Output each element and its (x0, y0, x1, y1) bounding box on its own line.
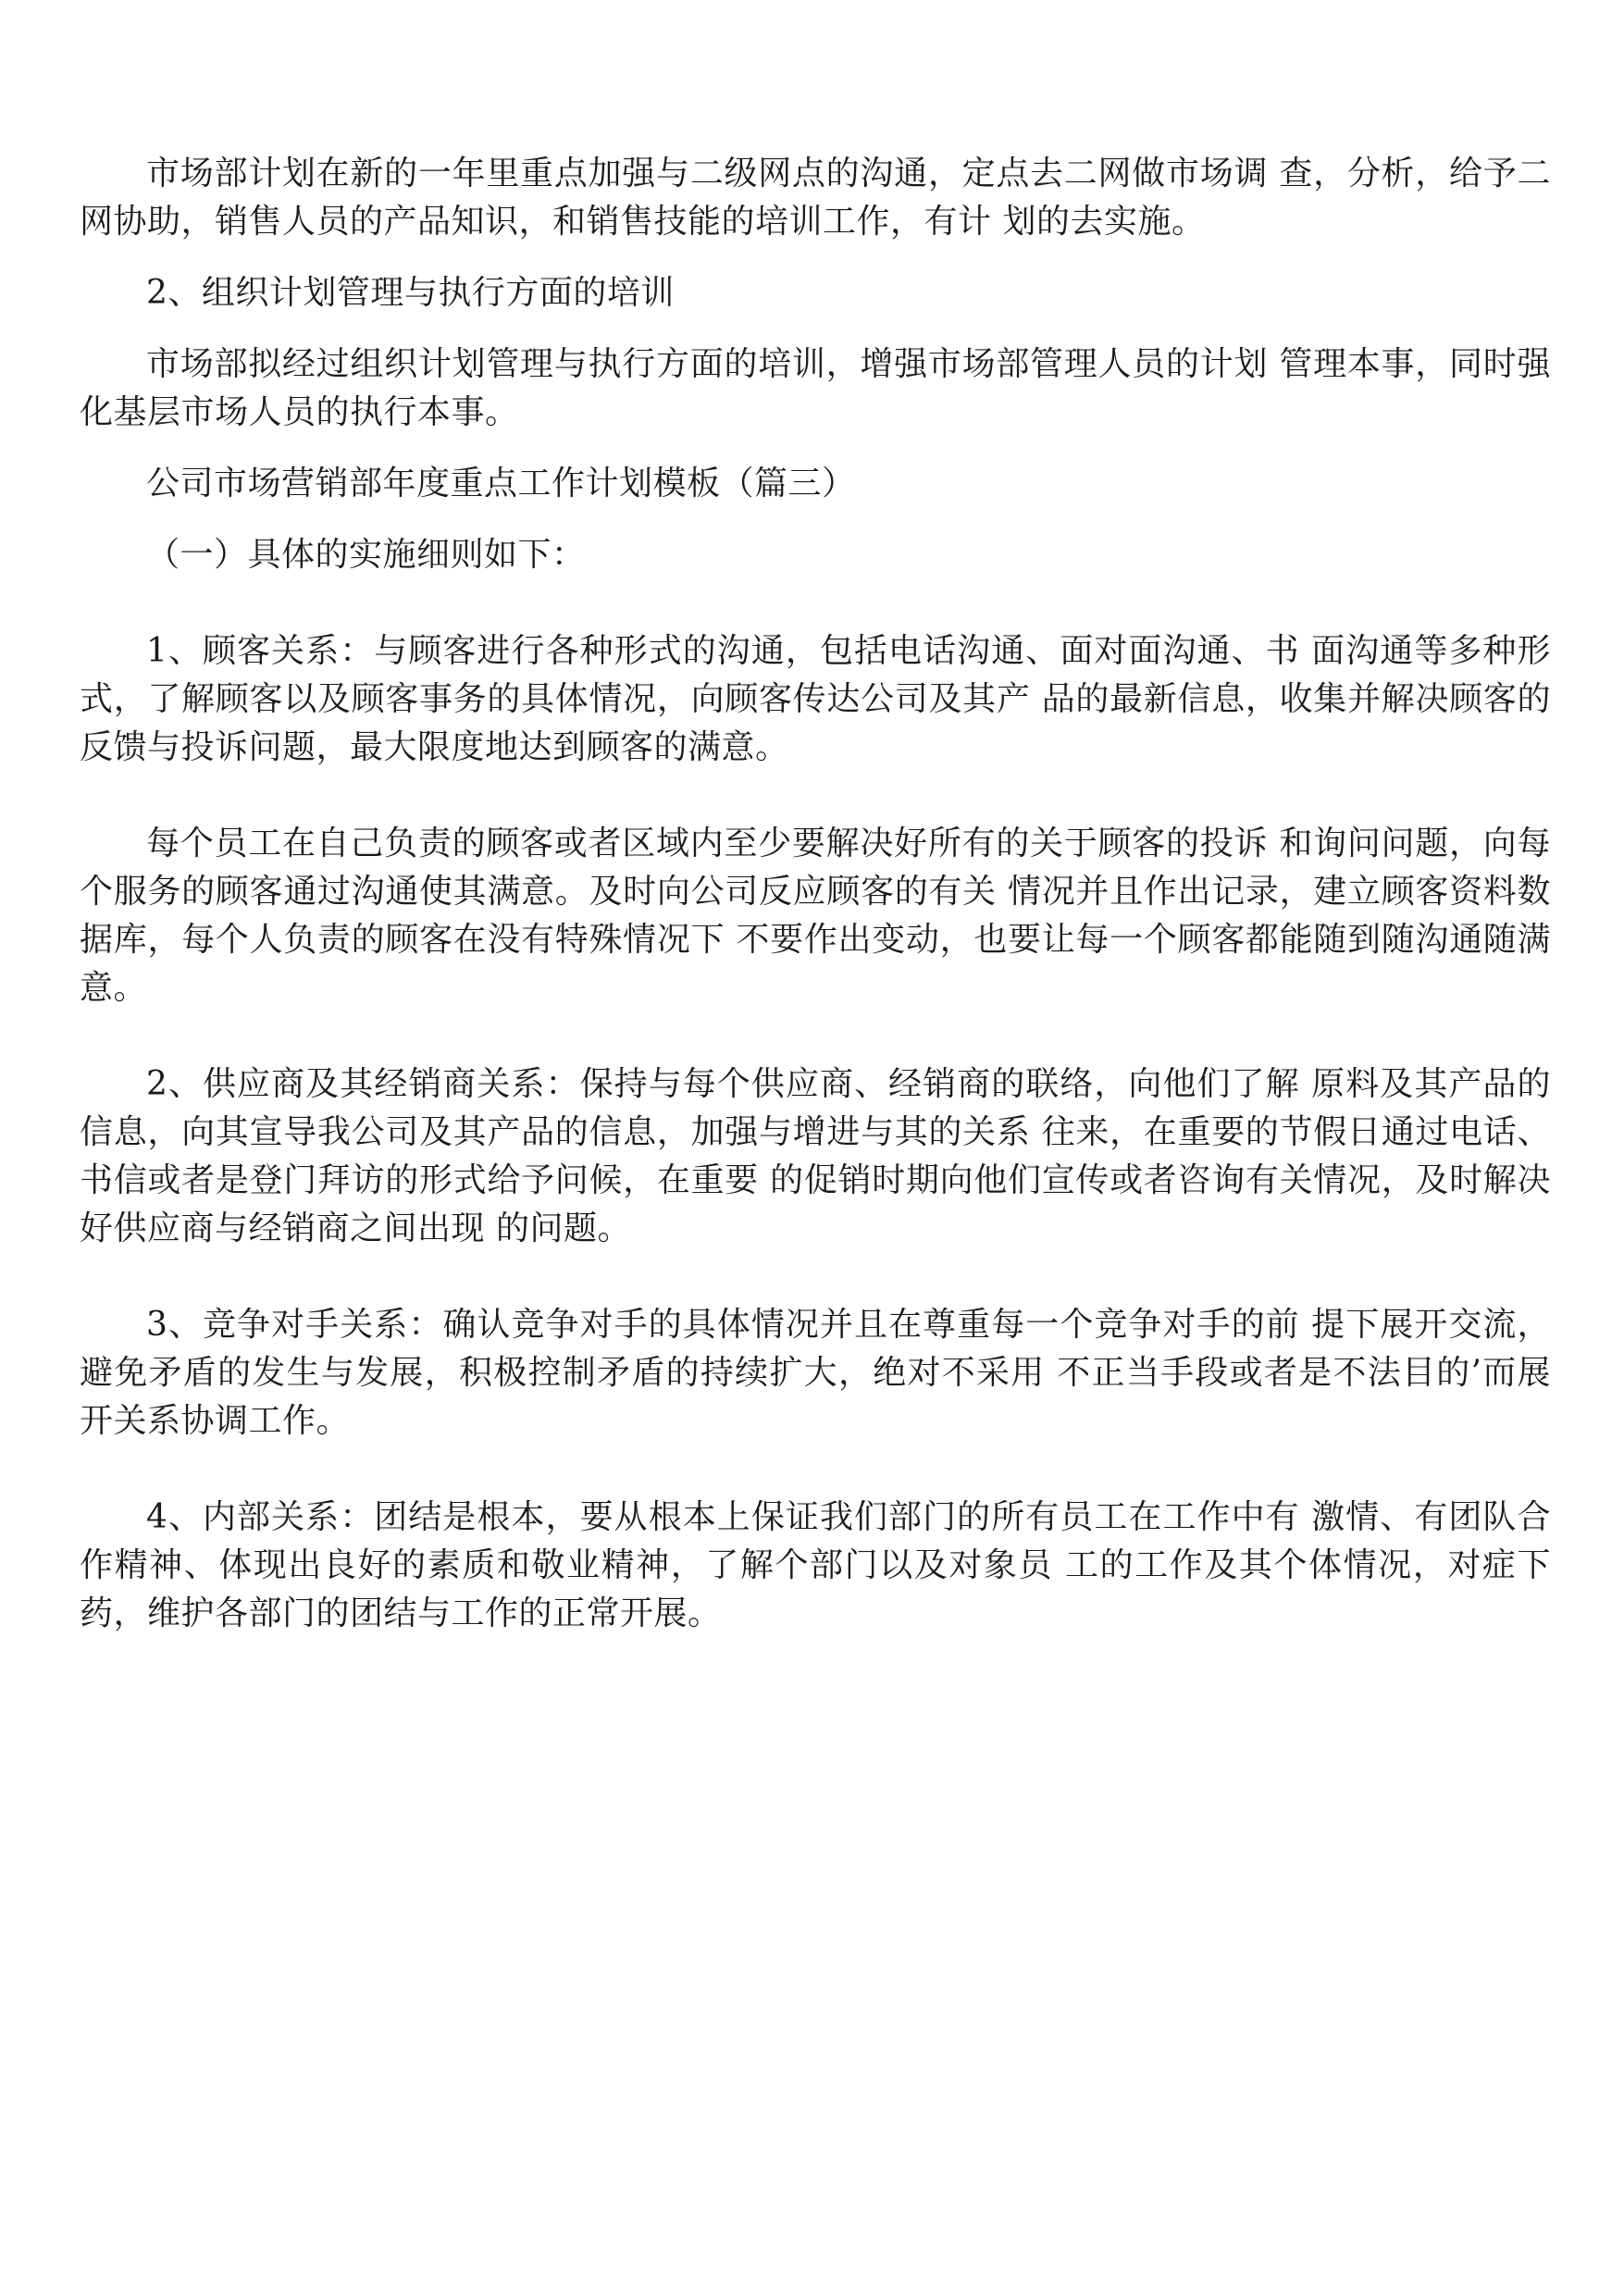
paragraph-market-plan: 市场部计划在新的一年里重点加强与二级网点的沟通，定点去二网做市场调 查，分析，给予二网协助，销售人员的产品知识，和销售技能的培训工作，有计 划的去实施。 (80, 155, 1551, 241)
subsection-heading: （一）具体的实施细则如下： (146, 536, 586, 574)
document-body (80, 150, 1551, 1638)
paragraph-customer-relations: 1、顾客关系：与顾客进行各种形式的沟通，包括电话沟通、面对面沟通、书 面沟通等多种形式，了解顾客以及顾客事务的具体情况，向顾客传达公司及其产 品的最新信息，收集并解决顾客的反馈与投诉问题，最大限度地达到顾客的满意。 (80, 632, 1551, 766)
paragraph-employee-duties: 每个员工在自己负责的顾客或者区域内至少要解决好所有的关于顾客的投诉 和询问问题，向每个服务的顾客通过沟通使其满意。及时向公司反应顾客的有关 情况并且作出记录，建立顾客资料数据库，每个人负责的顾客在没有特殊情况下 不要作出变动，也要让每一个顾客都能随到随沟通随满意。 (80, 825, 1551, 1007)
paragraph-supplier-relations: 2、供应商及其经销商关系：保持与每个供应商、经销商的联络，向他们了解 原料及其产品的信息，向其宣导我公司及其产品的信息，加强与增进与其的关系 往来，在重要的节假日通过电话、书信或者是登门拜访的形式给予问候，在重要 的促销时期向他们宣传或者咨询有关情况，及时解决好供应商与经销商之间出现 的问题。 (80, 1065, 1551, 1247)
paragraph-internal-relations: 4、内部关系：团结是根本，要从根本上保证我们部门的所有员工在工作中有 激情、有团队合作精神、体现出良好的素质和敬业精神，了解个部门以及对象员 工的工作及其个体情况，对症下药，维护各部门的团结与工作的正常开展。 (80, 1498, 1551, 1632)
paragraph-training: 市场部拟经过组织计划管理与执行方面的培训，增强市场部管理人员的计划 管理本事，同时强化基层市场人员的执行本事。 (80, 345, 1551, 431)
heading-training: 2、组织计划管理与执行方面的培训 (146, 274, 675, 312)
section-title: 公司市场营销部年度重点工作计划模板（篇三） (146, 465, 856, 502)
paragraph-competitor-relations: 3、竞争对手关系：确认竞争对手的具体情况并且在尊重每一个竞争对手的前 提下展开交流，避免矛盾的发生与发展，积极控制矛盾的持续扩大，绝对不采用 不正当手段或者是不法目的’而展开关系协调工作。 (80, 1306, 1551, 1440)
